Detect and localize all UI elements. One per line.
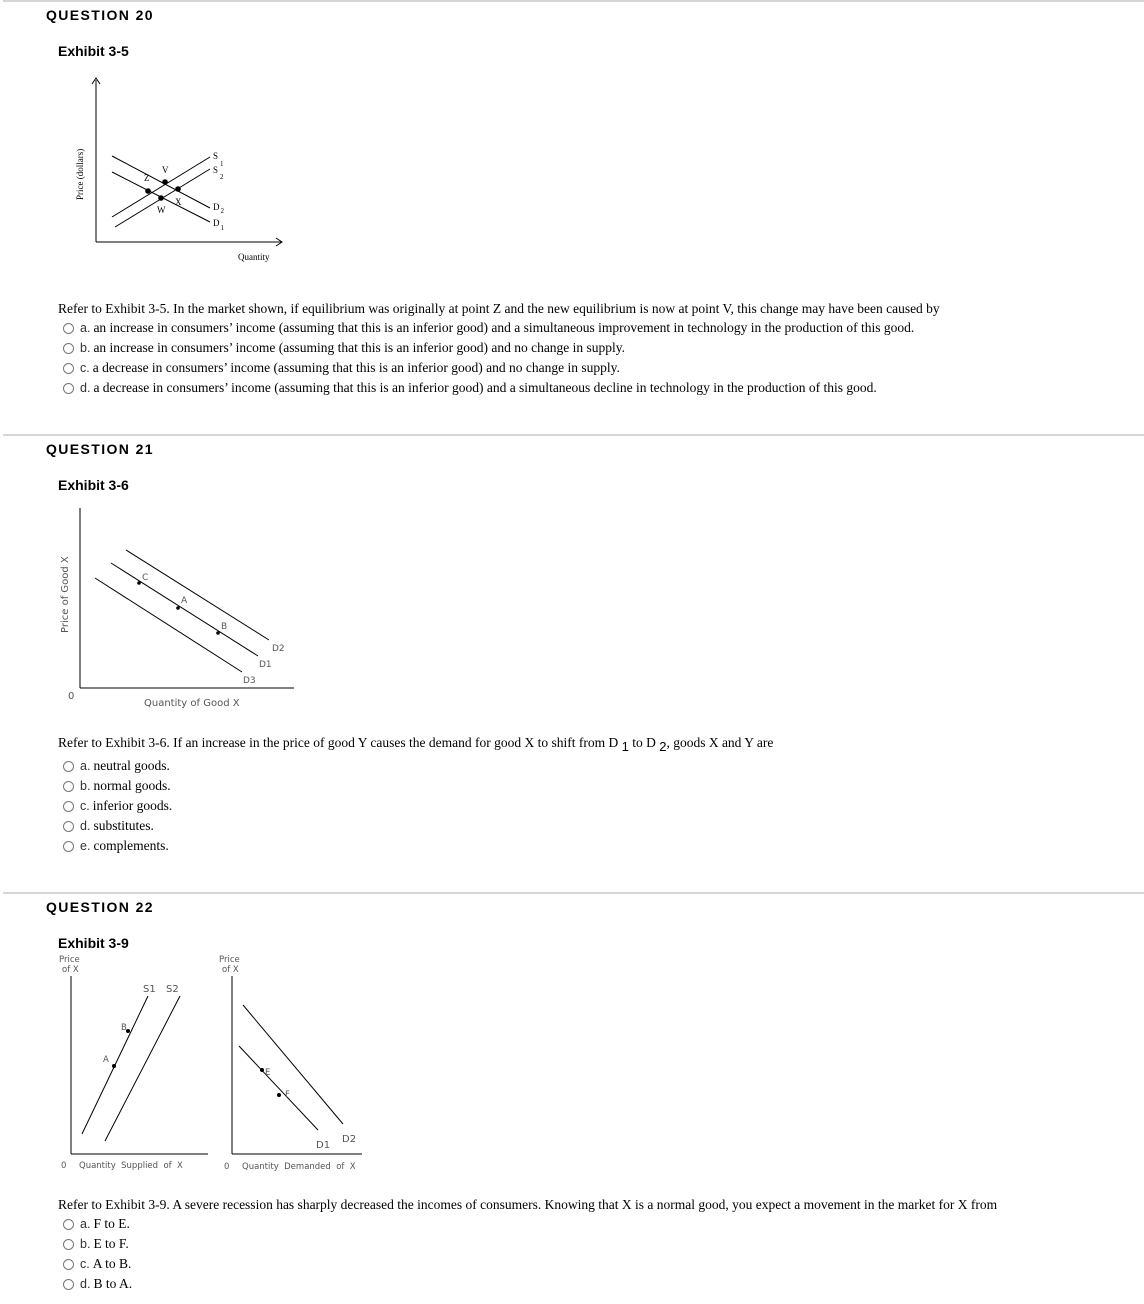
right-y-label-2: of X	[222, 965, 239, 975]
question-21-text-post: , goods X and Y are	[666, 735, 774, 750]
option-text: an increase in consumers’ income (assuming that this is an inferior good) and no change in supply.	[93, 340, 626, 355]
point-c-label: C	[142, 573, 149, 583]
point-e-dot	[260, 1068, 264, 1072]
question-divider	[3, 434, 1144, 436]
radio-button[interactable]	[63, 801, 74, 812]
subscript-1: 1	[621, 739, 629, 754]
option-letter: a.	[80, 321, 91, 335]
option-letter: d.	[80, 381, 91, 395]
d1-label: D1	[316, 1140, 331, 1151]
option-letter: c.	[80, 799, 90, 813]
radio-button[interactable]	[63, 343, 74, 354]
option-a[interactable]	[63, 1214, 132, 1234]
option-text: complements.	[93, 838, 169, 853]
demand-curve-d3	[95, 578, 242, 672]
option-a[interactable]	[63, 756, 172, 776]
radio-button[interactable]	[63, 1279, 74, 1290]
point-a-label: A	[181, 596, 188, 606]
point-a-dot	[112, 1064, 116, 1068]
demand-curve-d1	[239, 1046, 318, 1130]
option-letter: c.	[80, 1257, 90, 1271]
option-c[interactable]	[63, 1254, 132, 1274]
option-text: B to A.	[93, 1276, 133, 1291]
s1-label: $S_1$	[213, 151, 224, 168]
option-c[interactable]	[63, 358, 914, 378]
point-z-dot	[145, 188, 151, 194]
option-text: a decrease in consumers’ income (assuming that this is an inferior good) and a simultaneous decline in technology in the production of this good.	[93, 380, 877, 395]
option-e[interactable]	[63, 836, 172, 856]
question-21-options	[63, 756, 172, 856]
point-z-label: Z	[144, 173, 150, 183]
radio-button[interactable]	[63, 781, 74, 792]
option-letter: b.	[80, 779, 91, 793]
right-origin: 0	[224, 1162, 230, 1172]
left-x-label: Quantity Supplied of X	[79, 1161, 183, 1171]
d2-label: $D_2$	[213, 202, 224, 215]
exhibit-3-9-graph	[50, 950, 370, 1180]
point-x-label: X	[175, 197, 182, 207]
d2-label: D2	[272, 644, 285, 654]
question-20-title: QUESTION 20	[46, 7, 154, 23]
point-v-label: V	[162, 165, 169, 175]
option-text: normal goods.	[93, 778, 171, 793]
question-22-title: QUESTION 22	[46, 899, 154, 915]
option-text: an increase in consumers’ income (assuming that this is an inferior good) and a simultaneous improvement in technology in the production of this good.	[93, 320, 915, 335]
question-20-text: Refer to Exhibit 3-5. In the market shown, if equilibrium was originally at point Z and the new equilibrium is now at point V, this change may have been caused by	[58, 301, 940, 316]
option-b[interactable]	[63, 338, 914, 358]
point-a-dot	[176, 606, 180, 610]
option-text: A to B.	[92, 1256, 132, 1271]
x-axis-label: Quantity	[238, 252, 270, 262]
point-a-label: A	[103, 1055, 109, 1065]
point-v-dot	[162, 179, 168, 185]
option-b[interactable]	[63, 1234, 132, 1254]
demand-curve-d2	[126, 550, 269, 640]
point-b-label: B	[121, 1023, 127, 1033]
point-b-label: B	[221, 622, 228, 632]
option-d[interactable]	[63, 1274, 132, 1294]
exhibit-3-6-title: Exhibit 3-6	[58, 477, 129, 493]
option-text: F to E.	[93, 1216, 130, 1231]
point-w-dot	[158, 195, 164, 201]
demand-curve-d2	[243, 1005, 343, 1124]
question-22-options	[63, 1214, 132, 1294]
left-y-label-1: Price	[59, 955, 80, 965]
right-y-label-1: Price	[219, 955, 240, 965]
radio-button[interactable]	[63, 363, 74, 374]
radio-button[interactable]	[63, 821, 74, 832]
s2-label: S2	[166, 984, 179, 995]
d1-label: $D_1$	[213, 218, 224, 232]
radio-button[interactable]	[63, 1219, 74, 1230]
point-f-dot	[277, 1093, 281, 1097]
exhibit-3-6-graph	[55, 505, 300, 715]
y-axis-label: Price of Good X	[60, 556, 71, 633]
radio-button[interactable]	[63, 1259, 74, 1270]
option-letter: d.	[80, 819, 91, 833]
supply-curve-s2	[105, 996, 180, 1141]
top-divider	[3, 0, 1144, 2]
option-text: neutral goods.	[93, 758, 170, 773]
question-21-text-mid: to D	[628, 735, 660, 750]
option-letter: b.	[80, 341, 91, 355]
option-text: E to F.	[93, 1236, 129, 1251]
d3-label: D3	[243, 676, 256, 686]
option-letter: e.	[80, 839, 91, 853]
point-e-label: E	[265, 1068, 271, 1078]
point-w-label: W	[157, 205, 166, 215]
point-b-dot	[216, 631, 220, 635]
point-x-dot	[175, 186, 181, 192]
option-d[interactable]	[63, 816, 172, 836]
demand-curve-d1	[111, 563, 258, 656]
option-letter: d.	[80, 1277, 91, 1291]
point-f-label: F	[285, 1090, 290, 1100]
option-letter: b.	[80, 1237, 91, 1251]
question-divider	[3, 892, 1144, 894]
left-origin: 0	[61, 1161, 67, 1171]
option-text: a decrease in consumers’ income (assuming that this is an inferior good) and no change in supply.	[92, 360, 620, 375]
question-21-text	[58, 735, 773, 754]
option-c[interactable]	[63, 796, 172, 816]
radio-button[interactable]	[63, 761, 74, 772]
s1-label: S1	[143, 984, 156, 995]
question-22-text: Refer to Exhibit 3-9. A severe recession has sharply decreased the incomes of consumers. Knowing that X is a normal good, you expect a movement in the market for X from	[58, 1197, 998, 1212]
option-b[interactable]	[63, 776, 172, 796]
option-text: substitutes.	[93, 818, 154, 833]
y-axis-label: Price (dollars)	[75, 148, 85, 200]
radio-button[interactable]	[63, 841, 74, 852]
exhibit-3-5-graph	[60, 72, 300, 272]
right-x-label: Quantity Demanded of X	[242, 1162, 356, 1172]
option-letter: a.	[80, 1217, 91, 1231]
option-a[interactable]	[63, 318, 914, 338]
point-c-dot	[137, 581, 141, 585]
option-text: inferior goods.	[92, 798, 173, 813]
question-21-title: QUESTION 21	[46, 441, 154, 457]
option-letter: c.	[80, 361, 90, 375]
question-20-options	[63, 318, 914, 398]
radio-button[interactable]	[63, 323, 74, 334]
left-y-label-2: of X	[62, 965, 79, 975]
d1-label: D1	[259, 660, 272, 670]
d2-label: D2	[342, 1134, 357, 1145]
subscript-2: 2	[659, 739, 667, 754]
question-21-text-pre: Refer to Exhibit 3-6. If an increase in the price of good Y causes the demand for good X to shift from D	[58, 735, 622, 750]
origin-label: 0	[68, 691, 75, 702]
radio-button[interactable]	[63, 383, 74, 394]
exhibit-3-9-title: Exhibit 3-9	[58, 935, 129, 951]
s2-label: $S_2$	[213, 165, 224, 181]
x-axis-label: Quantity of Good X	[144, 698, 240, 709]
radio-button[interactable]	[63, 1239, 74, 1250]
option-letter: a.	[80, 759, 91, 773]
exhibit-3-5-title: Exhibit 3-5	[58, 43, 129, 59]
option-d[interactable]	[63, 378, 914, 398]
